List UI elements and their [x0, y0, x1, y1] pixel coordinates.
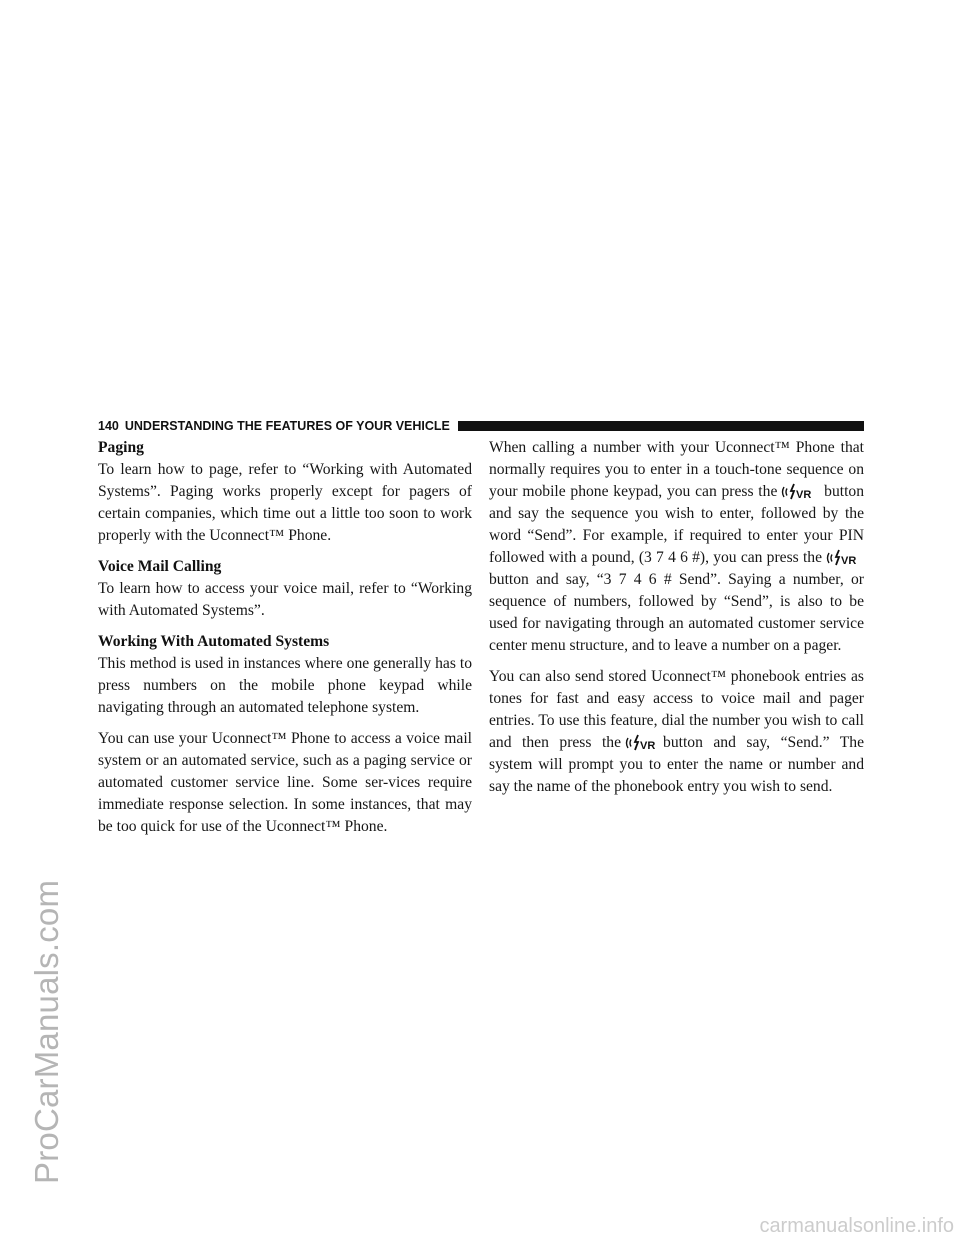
voice-recognition-button-icon — [826, 549, 860, 567]
section-title: UNDERSTANDING THE FEATURES OF YOUR VEHICLE — [124, 419, 450, 433]
page-number: 140 — [98, 419, 119, 433]
paging-body: To learn how to page, refer to “Working with Automated Systems”. Paging works properly except for pagers of certain companies, which time out a little too soon to work properly with the Uconnect™ Phone. — [98, 461, 472, 544]
svg-text:VR: VR — [796, 489, 812, 502]
right-column — [489, 437, 864, 807]
page-header — [98, 419, 864, 433]
left-column — [98, 437, 472, 847]
phonebook-text-1: You can also send stored Uconnect™ phonebook entries as tones for fast and easy access to voice mail and pager entries. To use this feature, dial the number you wish to call and then press the — [489, 668, 864, 751]
side-watermark: ProCarManuals.com — [28, 879, 65, 1184]
voice-mail-body: To learn how to access your voice mail, refer to “Working with Automated Systems”. — [98, 580, 472, 619]
automated-systems-para-2: You can use your Uconnect™ Phone to access a voice mail system or an automated service, such as a paging service or automated customer service line. Some ser-vices require immediate response selection. In some instances, that may be too quick for use of the Uconnect™ Phone. — [98, 730, 472, 835]
voice-recognition-button-icon — [625, 734, 659, 752]
automated-systems-heading: Working With Automated Systems — [98, 633, 330, 650]
touch-tone-paragraph — [489, 437, 864, 657]
voice-mail-heading: Voice Mail Calling — [98, 558, 222, 575]
header-rule — [458, 421, 864, 431]
touch-tone-text-1: When calling a number with your Uconnect™ Phone that normally requires you to enter in a touch-tone sequence on your mobile phone keypad, you can press the — [489, 439, 864, 500]
voice-recognition-button-icon — [781, 483, 815, 501]
phonebook-tones-paragraph — [489, 666, 864, 798]
paging-heading: Paging — [98, 439, 144, 456]
phonebook-text-2: button and say, “Send.” The system will prompt you to enter the name or number and say the name of the phonebook entry you wish to send. — [489, 734, 865, 795]
automated-systems-para-1: This method is used in instances where one generally has to press numbers on the mobile phone keypad while navigating through an automated telephone system. — [98, 655, 472, 716]
touch-tone-text-3: button and say, “3 7 4 6 # Send”. Saying a number, or sequence of numbers, followed by “Send”, is also to be used for navigating through an automated customer service center menu structure, and to leave a number on a pager. — [489, 571, 864, 654]
touch-tone-text-2: button and say the sequence you wish to enter, followed by the word “Send”. For example, if required to enter your PIN followed with a pound, (3 7 4 6 #), you can press the — [489, 483, 864, 566]
svg-text:VR: VR — [841, 555, 857, 568]
bottom-watermark: carmanualsonline.info — [759, 1215, 954, 1237]
svg-text:VR: VR — [640, 740, 656, 753]
